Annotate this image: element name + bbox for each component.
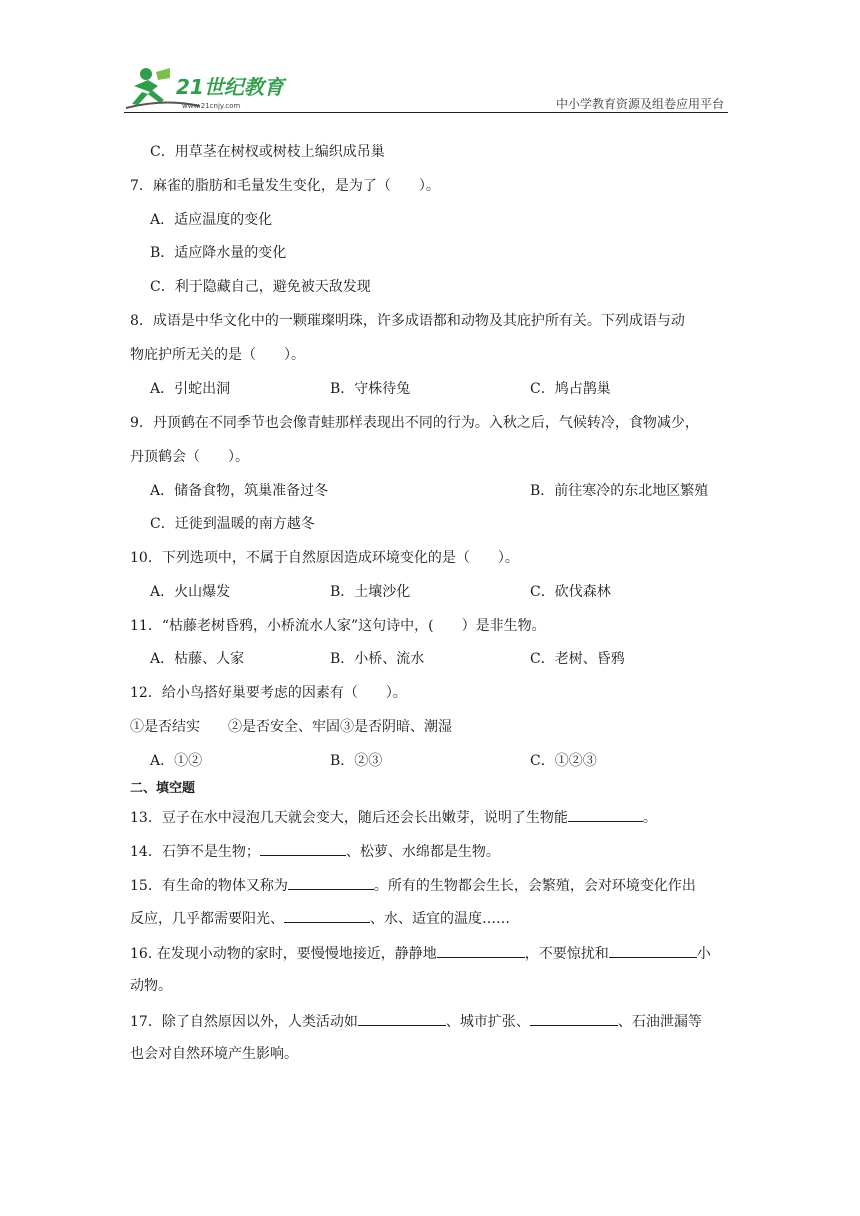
- header-divider: [124, 112, 728, 113]
- q16-text-c: 小: [696, 946, 711, 962]
- q8-stem-line1: 8．成语是中华文化中的一颗璀璨明珠，许多成语都和动物及其庇护所有关。下列成语与动: [130, 313, 685, 329]
- q17-text-b: 、城市扩张、: [445, 1014, 530, 1030]
- q14-text-a: 14．石笋不是生物；: [130, 844, 260, 860]
- q8-option-b: B．守株待兔: [330, 381, 411, 397]
- q15-line1: [130, 875, 696, 896]
- q11-option-a: A．枯藤、人家: [150, 651, 245, 667]
- page-header: [124, 64, 728, 116]
- q13-text-b: 。: [642, 810, 657, 826]
- q8-option-a: A．引蛇出洞: [150, 381, 231, 397]
- q10-option-c: C．砍伐森林: [530, 584, 611, 600]
- q15-text-d: 、水、适宜的温度……: [370, 911, 510, 927]
- q17-text-a: 17．除了自然原因以外，人类活动如: [130, 1014, 358, 1030]
- q16-text-b: ，不要惊扰和: [524, 946, 609, 962]
- q6-option-c: C．用草茎在树杈或树枝上编织成吊巢: [150, 144, 385, 160]
- q16-text-a: 16. 在发现小动物的家时，要慢慢地接近，静静地: [130, 946, 437, 962]
- 21cnjy-logo: [124, 64, 294, 114]
- svg-text:21世纪教育: 21世纪教育: [176, 75, 284, 99]
- q15-text-a: 15．有生命的物体又称为: [130, 878, 288, 894]
- q14: [130, 841, 500, 862]
- q7-option-a: A．适应温度的变化: [150, 212, 273, 228]
- q14-blank[interactable]: [260, 841, 346, 856]
- q12-option-c: C．①②③: [530, 753, 597, 769]
- q7-option-c: C．利于隐藏自己，避免被天敌发现: [150, 279, 371, 295]
- q9-option-b: B．前往寒冷的东北地区繁殖: [530, 483, 709, 499]
- q8-stem-line2: 物庇护所无关的是（ ）。: [130, 347, 305, 363]
- q15-line2: [130, 908, 510, 929]
- q13-text-a: 13．豆子在水中浸泡几天就会变大，随后还会长出嫩芽，说明了生物能: [130, 810, 568, 826]
- q14-text-b: 、松萝、水绵都是生物。: [345, 844, 500, 860]
- q8-option-c: C．鸠占鹊巢: [530, 381, 611, 397]
- q17-text-c: 、石油泄漏等: [617, 1014, 702, 1030]
- q7-option-b: B．适应降水量的变化: [150, 245, 287, 261]
- q16-line1: [130, 943, 711, 964]
- q13: [130, 807, 657, 828]
- q9-option-a: A．储备食物，筑巢准备过冬: [150, 483, 329, 499]
- q10-option-a: A．火山爆发: [150, 584, 231, 600]
- q16-blank-2[interactable]: [609, 943, 697, 958]
- q9-stem-line1: 9．丹顶鹤在不同季节也会像青蛙那样表现出不同的行为。入秋之后，气候转冷，食物减少，: [130, 415, 699, 431]
- svg-text:www.21cnjy.com: www.21cnjy.com: [182, 102, 241, 110]
- q17-blank-2[interactable]: [530, 1011, 618, 1026]
- q17-line2: 也会对自然环境产生影响。: [130, 1046, 298, 1062]
- q12-option-b: B．②③: [330, 753, 383, 769]
- q9-option-c: C．迁徙到温暖的南方越冬: [150, 516, 315, 532]
- q11-stem: 11．“枯藤老树昏鸦，小桥流水人家”这句诗中，( ）是非生物。: [130, 618, 546, 634]
- q15-text-b: 。所有的生物都会生长，会繁殖，会对环境变化作出: [373, 878, 696, 894]
- q13-blank[interactable]: [568, 807, 643, 822]
- q9-stem-line2: 丹顶鹤会（ ）。: [130, 449, 249, 465]
- q16-line2: 动物。: [130, 978, 172, 994]
- q16-blank-1[interactable]: [437, 943, 525, 958]
- q12-stem: 12．给小鸟搭好巢要考虑的因素有（ ）。: [130, 685, 407, 701]
- q12-option-a: A．①②: [150, 753, 203, 769]
- q15-text-c: 反应，几乎都需要阳光、: [130, 911, 284, 927]
- q15-blank-1[interactable]: [288, 875, 374, 890]
- q17-line1: [130, 1011, 702, 1032]
- platform-label: 中小学教育资源及组卷应用平台: [555, 97, 724, 111]
- q11-option-c: C．老树、昏鸦: [530, 651, 625, 667]
- section-title-fill-in: 二、填空题: [130, 781, 196, 796]
- q10-option-b: B．土壤沙化: [330, 584, 411, 600]
- q10-stem: 10．下列选项中，不属于自然原因造成环境变化的是（ ）。: [130, 550, 519, 566]
- q7-stem: 7．麻雀的脂肪和毛量发生变化，是为了（ ）。: [130, 178, 440, 194]
- q15-blank-2[interactable]: [284, 908, 370, 923]
- q17-blank-1[interactable]: [358, 1011, 446, 1026]
- q12-factors: ①是否结实 ②是否安全、牢固③是否阴暗、潮湿: [130, 719, 452, 735]
- q11-option-b: B．小桥、流水: [330, 651, 425, 667]
